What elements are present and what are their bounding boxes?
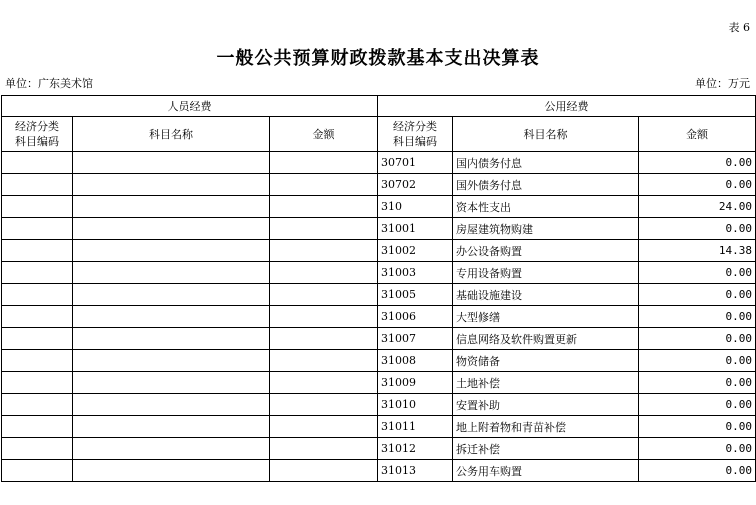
personnel-code-cell — [2, 240, 73, 262]
public-name-cell: 大型修缮 — [453, 306, 639, 328]
personnel-amount-cell — [270, 174, 378, 196]
public-amount-cell: 0.00 — [639, 152, 756, 174]
personnel-amount-cell — [270, 196, 378, 218]
public-name-cell: 地上附着物和青苗补偿 — [453, 416, 639, 438]
public-code-cell: 31007 — [378, 328, 453, 350]
unit-organization: 单位：广东美术馆 — [5, 77, 93, 90]
table-row — [2, 350, 756, 372]
personnel-code-cell — [2, 218, 73, 240]
public-code-cell: 30701 — [378, 152, 453, 174]
public-amount-cell: 24.00 — [639, 196, 756, 218]
table-row — [2, 262, 756, 284]
personnel-amount-cell — [270, 438, 378, 460]
public-code-cell: 31001 — [378, 218, 453, 240]
personnel-code-cell — [2, 438, 73, 460]
public-code-cell: 31008 — [378, 350, 453, 372]
personnel-amount-cell — [270, 416, 378, 438]
personnel-amount-cell — [270, 460, 378, 482]
personnel-code-cell — [2, 196, 73, 218]
personnel-name-cell — [73, 262, 270, 284]
group-header-row — [2, 96, 756, 117]
public-name-cell: 基础设施建设 — [453, 284, 639, 306]
personnel-name-cell — [73, 416, 270, 438]
unit-currency: 单位：万元 — [695, 77, 750, 90]
public-code-cell: 31002 — [378, 240, 453, 262]
personnel-code-cell — [2, 262, 73, 284]
personnel-code-cell — [2, 328, 73, 350]
personnel-name-cell — [73, 174, 270, 196]
personnel-name-cell — [73, 350, 270, 372]
personnel-name-cell — [73, 394, 270, 416]
public-name-cell: 办公设备购置 — [453, 240, 639, 262]
table-row — [2, 306, 756, 328]
public-code-cell: 310 — [378, 196, 453, 218]
public-name-cell: 信息网络及软件购置更新 — [453, 328, 639, 350]
public-code-cell: 31010 — [378, 394, 453, 416]
personnel-code-cell — [2, 284, 73, 306]
table-row — [2, 416, 756, 438]
public-code-cell: 31013 — [378, 460, 453, 482]
public-amount-cell: 0.00 — [639, 372, 756, 394]
personnel-code-cell — [2, 372, 73, 394]
public-amount-header: 金额 — [639, 117, 756, 152]
personnel-amount-header: 金额 — [270, 117, 378, 152]
public-code-cell: 31006 — [378, 306, 453, 328]
public-name-cell: 国内债务付息 — [453, 152, 639, 174]
page-title: 一般公共预算财政拨款基本支出决算表 — [216, 48, 540, 69]
personnel-code-cell — [2, 152, 73, 174]
personnel-code-cell — [2, 460, 73, 482]
table-row — [2, 284, 756, 306]
personnel-name-header: 科目名称 — [73, 117, 270, 152]
personnel-code-header: 经济分类 科目编码 — [2, 117, 73, 152]
public-code-cell: 31003 — [378, 262, 453, 284]
personnel-name-cell — [73, 218, 270, 240]
public-name-cell: 房屋建筑物购建 — [453, 218, 639, 240]
table-number: 表 6 — [728, 21, 750, 34]
table-row — [2, 196, 756, 218]
personnel-code-cell — [2, 306, 73, 328]
personnel-amount-cell — [270, 152, 378, 174]
public-code-header: 经济分类 科目编码 — [378, 117, 453, 152]
personnel-amount-cell — [270, 262, 378, 284]
budget-table — [1, 95, 756, 482]
personnel-name-cell — [73, 152, 270, 174]
public-amount-cell: 0.00 — [639, 306, 756, 328]
public-expense-header: 公用经费 — [378, 96, 756, 117]
public-name-cell: 安置补助 — [453, 394, 639, 416]
personnel-amount-cell — [270, 218, 378, 240]
public-amount-cell: 0.00 — [639, 460, 756, 482]
public-code-cell: 31012 — [378, 438, 453, 460]
personnel-name-cell — [73, 328, 270, 350]
personnel-amount-cell — [270, 306, 378, 328]
table-row — [2, 174, 756, 196]
personnel-code-cell — [2, 174, 73, 196]
public-amount-cell: 0.00 — [639, 284, 756, 306]
public-amount-cell: 0.00 — [639, 328, 756, 350]
personnel-name-cell — [73, 306, 270, 328]
public-amount-cell: 0.00 — [639, 416, 756, 438]
public-code-cell: 31009 — [378, 372, 453, 394]
public-name-cell: 物资储备 — [453, 350, 639, 372]
public-amount-cell: 0.00 — [639, 218, 756, 240]
public-name-cell: 专用设备购置 — [453, 262, 639, 284]
table-row — [2, 218, 756, 240]
column-header-row — [2, 117, 756, 152]
personnel-amount-cell — [270, 350, 378, 372]
public-name-header: 科目名称 — [453, 117, 639, 152]
public-amount-cell: 0.00 — [639, 174, 756, 196]
public-amount-cell: 14.38 — [639, 240, 756, 262]
personnel-name-cell — [73, 372, 270, 394]
public-name-cell: 国外债务付息 — [453, 174, 639, 196]
personnel-amount-cell — [270, 240, 378, 262]
public-name-cell: 资本性支出 — [453, 196, 639, 218]
personnel-amount-cell — [270, 284, 378, 306]
table-row — [2, 152, 756, 174]
public-name-cell: 拆迁补偿 — [453, 438, 639, 460]
personnel-code-cell — [2, 416, 73, 438]
personnel-name-cell — [73, 438, 270, 460]
public-amount-cell: 0.00 — [639, 438, 756, 460]
personnel-name-cell — [73, 460, 270, 482]
personnel-code-cell — [2, 350, 73, 372]
personnel-name-cell — [73, 284, 270, 306]
personnel-amount-cell — [270, 394, 378, 416]
public-name-cell: 土地补偿 — [453, 372, 639, 394]
table-row — [2, 372, 756, 394]
table-row — [2, 240, 756, 262]
table-row — [2, 394, 756, 416]
public-code-cell: 31011 — [378, 416, 453, 438]
public-amount-cell: 0.00 — [639, 394, 756, 416]
public-code-cell: 30702 — [378, 174, 453, 196]
personnel-code-cell — [2, 394, 73, 416]
table-row — [2, 460, 756, 482]
personnel-name-cell — [73, 240, 270, 262]
public-amount-cell: 0.00 — [639, 350, 756, 372]
table-row — [2, 438, 756, 460]
public-code-cell: 31005 — [378, 284, 453, 306]
personnel-name-cell — [73, 196, 270, 218]
personnel-expense-header: 人员经费 — [2, 96, 378, 117]
public-name-cell: 公务用车购置 — [453, 460, 639, 482]
public-amount-cell: 0.00 — [639, 262, 756, 284]
personnel-amount-cell — [270, 372, 378, 394]
table-row — [2, 328, 756, 350]
personnel-amount-cell — [270, 328, 378, 350]
